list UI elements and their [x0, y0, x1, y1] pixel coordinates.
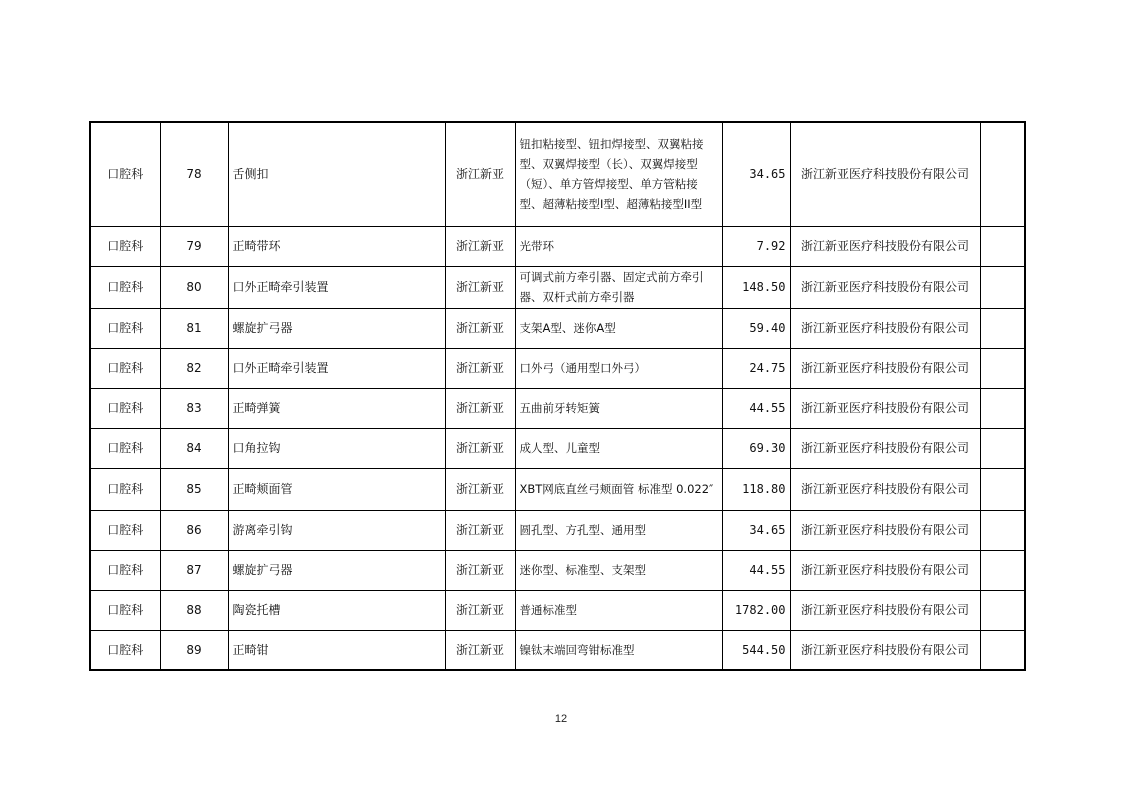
- product-name-cell: 螺旋扩弓器: [228, 550, 445, 590]
- note-cell: [980, 226, 1025, 266]
- item-number-cell: 85: [160, 468, 228, 510]
- specification-cell: 镍钛末端回弯钳标准型: [515, 630, 722, 670]
- item-number-cell: 84: [160, 428, 228, 468]
- note-cell: [980, 510, 1025, 550]
- specification-cell: 普通标准型: [515, 590, 722, 630]
- price-cell: 59.40: [722, 308, 790, 348]
- page-number: 12: [554, 713, 568, 725]
- manufacturer-cell: 浙江新亚医疗科技股份有限公司: [790, 388, 980, 428]
- table-row: [90, 550, 1025, 590]
- item-number-cell: 89: [160, 630, 228, 670]
- specification-cell: 圆孔型、方孔型、通用型: [515, 510, 722, 550]
- table-row: [90, 630, 1025, 670]
- product-price-table: [89, 121, 1026, 671]
- manufacturer-cell: 浙江新亚医疗科技股份有限公司: [790, 550, 980, 590]
- department-cell: 口腔科: [90, 348, 160, 388]
- department-cell: 口腔科: [90, 308, 160, 348]
- specification-cell: 成人型、儿童型: [515, 428, 722, 468]
- product-name-cell: 口外正畸牵引装置: [228, 348, 445, 388]
- table-row: [90, 266, 1025, 308]
- price-cell: 34.65: [722, 510, 790, 550]
- vendor-cell: 浙江新亚: [445, 630, 515, 670]
- vendor-cell: 浙江新亚: [445, 468, 515, 510]
- table-row: [90, 510, 1025, 550]
- note-cell: [980, 550, 1025, 590]
- vendor-cell: 浙江新亚: [445, 348, 515, 388]
- table-row: [90, 348, 1025, 388]
- item-number-cell: 79: [160, 226, 228, 266]
- table-row: [90, 428, 1025, 468]
- item-number-cell: 81: [160, 308, 228, 348]
- manufacturer-cell: 浙江新亚医疗科技股份有限公司: [790, 266, 980, 308]
- table-row: [90, 468, 1025, 510]
- specification-cell: 光带环: [515, 226, 722, 266]
- product-name-cell: 正畸弹簧: [228, 388, 445, 428]
- manufacturer-cell: 浙江新亚医疗科技股份有限公司: [790, 428, 980, 468]
- department-cell: 口腔科: [90, 122, 160, 226]
- note-cell: [980, 590, 1025, 630]
- product-name-cell: 陶瓷托槽: [228, 590, 445, 630]
- price-cell: 44.55: [722, 550, 790, 590]
- vendor-cell: 浙江新亚: [445, 266, 515, 308]
- price-cell: 544.50: [722, 630, 790, 670]
- manufacturer-cell: 浙江新亚医疗科技股份有限公司: [790, 122, 980, 226]
- department-cell: 口腔科: [90, 590, 160, 630]
- vendor-cell: 浙江新亚: [445, 510, 515, 550]
- specification-cell: 钮扣粘接型、钮扣焊接型、双翼粘接型、双翼焊接型（长）、双翼焊接型（短）、单方管焊接型、单方管粘接型、超薄粘接型Ⅰ型、超薄粘接型II型: [515, 122, 722, 226]
- specification-cell: 迷你型、标准型、支架型: [515, 550, 722, 590]
- vendor-cell: 浙江新亚: [445, 308, 515, 348]
- note-cell: [980, 122, 1025, 226]
- note-cell: [980, 266, 1025, 308]
- note-cell: [980, 388, 1025, 428]
- table-row: [90, 590, 1025, 630]
- price-cell: 69.30: [722, 428, 790, 468]
- table-row: [90, 122, 1025, 226]
- department-cell: 口腔科: [90, 468, 160, 510]
- item-number-cell: 88: [160, 590, 228, 630]
- product-name-cell: 舌侧扣: [228, 122, 445, 226]
- department-cell: 口腔科: [90, 630, 160, 670]
- department-cell: 口腔科: [90, 428, 160, 468]
- table-row: [90, 308, 1025, 348]
- vendor-cell: 浙江新亚: [445, 226, 515, 266]
- price-cell: 34.65: [722, 122, 790, 226]
- product-name-cell: 正畸钳: [228, 630, 445, 670]
- note-cell: [980, 308, 1025, 348]
- price-cell: 7.92: [722, 226, 790, 266]
- specification-cell: 五曲前牙转矩簧: [515, 388, 722, 428]
- table-row: [90, 226, 1025, 266]
- vendor-cell: 浙江新亚: [445, 590, 515, 630]
- item-number-cell: 78: [160, 122, 228, 226]
- department-cell: 口腔科: [90, 388, 160, 428]
- product-name-cell: 口外正畸牵引装置: [228, 266, 445, 308]
- product-name-cell: 游离牵引钩: [228, 510, 445, 550]
- vendor-cell: 浙江新亚: [445, 550, 515, 590]
- manufacturer-cell: 浙江新亚医疗科技股份有限公司: [790, 226, 980, 266]
- vendor-cell: 浙江新亚: [445, 122, 515, 226]
- note-cell: [980, 348, 1025, 388]
- item-number-cell: 83: [160, 388, 228, 428]
- department-cell: 口腔科: [90, 510, 160, 550]
- product-name-cell: 正畸带环: [228, 226, 445, 266]
- product-name-cell: 正畸颊面管: [228, 468, 445, 510]
- note-cell: [980, 428, 1025, 468]
- specification-cell: 口外弓（通用型口外弓）: [515, 348, 722, 388]
- department-cell: 口腔科: [90, 550, 160, 590]
- item-number-cell: 86: [160, 510, 228, 550]
- note-cell: [980, 468, 1025, 510]
- table-row: [90, 388, 1025, 428]
- price-cell: 118.80: [722, 468, 790, 510]
- item-number-cell: 87: [160, 550, 228, 590]
- manufacturer-cell: 浙江新亚医疗科技股份有限公司: [790, 468, 980, 510]
- item-number-cell: 82: [160, 348, 228, 388]
- price-cell: 148.50: [722, 266, 790, 308]
- note-cell: [980, 630, 1025, 670]
- manufacturer-cell: 浙江新亚医疗科技股份有限公司: [790, 510, 980, 550]
- department-cell: 口腔科: [90, 266, 160, 308]
- product-name-cell: 螺旋扩弓器: [228, 308, 445, 348]
- price-cell: 24.75: [722, 348, 790, 388]
- specification-cell: 支架A型、迷你A型: [515, 308, 722, 348]
- manufacturer-cell: 浙江新亚医疗科技股份有限公司: [790, 348, 980, 388]
- manufacturer-cell: 浙江新亚医疗科技股份有限公司: [790, 308, 980, 348]
- manufacturer-cell: 浙江新亚医疗科技股份有限公司: [790, 590, 980, 630]
- price-cell: 44.55: [722, 388, 790, 428]
- department-cell: 口腔科: [90, 226, 160, 266]
- item-number-cell: 80: [160, 266, 228, 308]
- specification-cell: XBT网底直丝弓颊面管 标准型 0.022″: [515, 468, 722, 510]
- manufacturer-cell: 浙江新亚医疗科技股份有限公司: [790, 630, 980, 670]
- specification-cell: 可调式前方牵引器、固定式前方牵引器、双杆式前方牵引器: [515, 266, 722, 308]
- vendor-cell: 浙江新亚: [445, 388, 515, 428]
- vendor-cell: 浙江新亚: [445, 428, 515, 468]
- product-name-cell: 口角拉钩: [228, 428, 445, 468]
- price-cell: 1782.00: [722, 590, 790, 630]
